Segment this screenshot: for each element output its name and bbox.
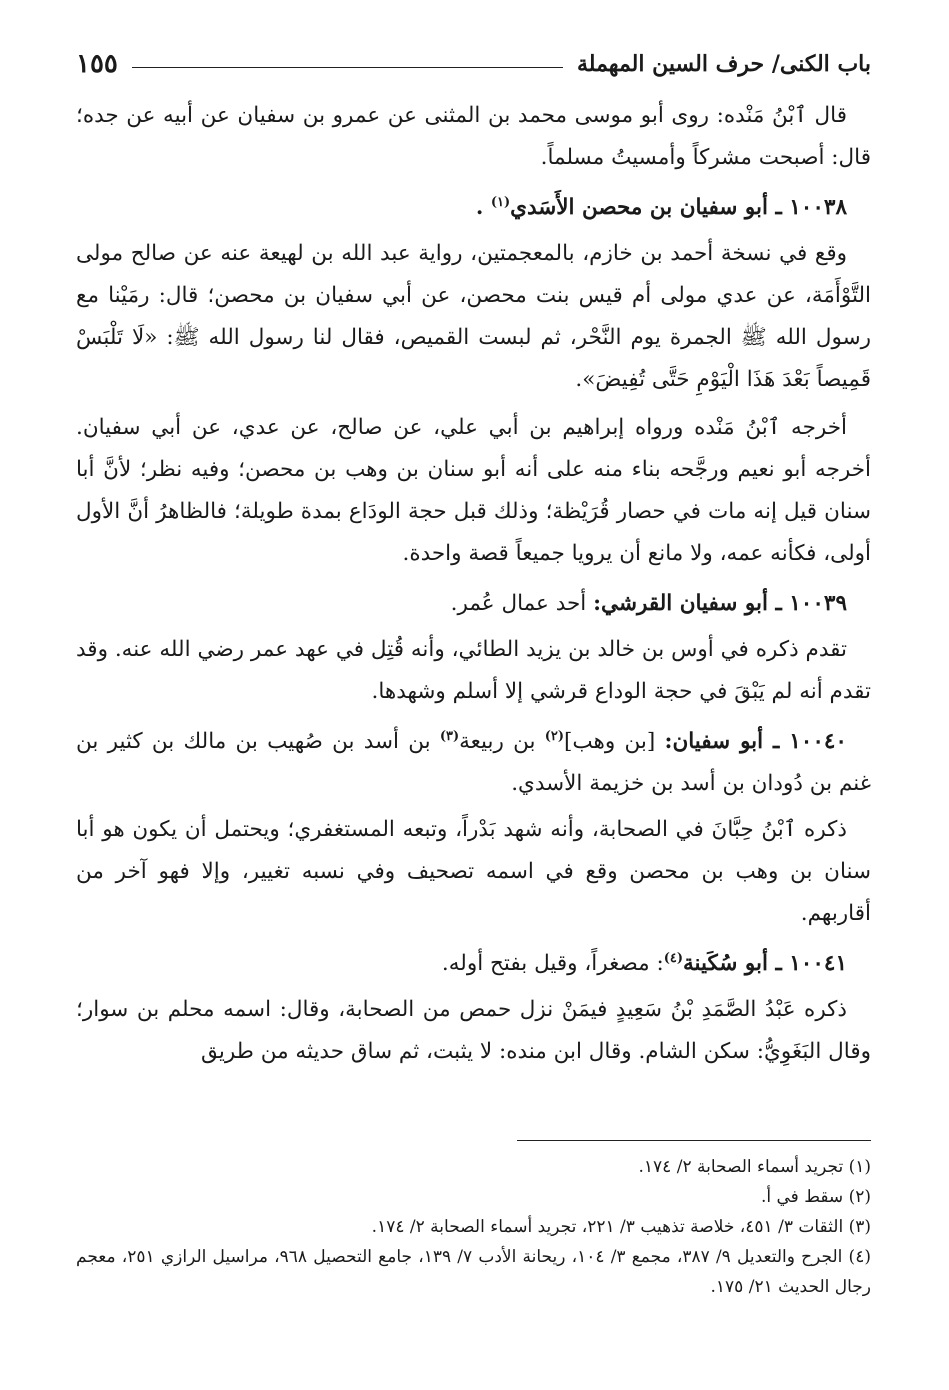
- entry-heading: [76, 943, 871, 985]
- footnote-ref: (٤): [663, 950, 684, 966]
- paragraph: وقع في نسخة أحمد بن خازم، بالمعجمتين، رواية عبد الله بن لهيعة عنه عن صالح مولى التَّوْأَمَة، عن عدي مولى أم قيس بنت محصن، عن أبي سفيان بن محصن؛ قال: رمَيْنا مع رسول الله ﷺ الجمرة يوم النَّحْر، ثم لبست القميص، فقال لنا رسول الله ﷺ: «لَا تَلْبَسْ قَمِيصاً بَعْدَ هَذَا الْيَوْمِ حَتَّى تُفِيضَ».: [76, 241, 871, 392]
- footnote: (١) تجريد أسماء الصحابة ٢/ ١٧٤.: [638, 1157, 871, 1177]
- entry-description: : مصغراً، وقيل بفتح أوله.: [441, 951, 664, 976]
- footnote: (٣) الثقات ٣/ ٤٥١، خلاصة تذهيب ٣/ ٢٢١، تجريد أسماء الصحابة ٢/ ١٧٤.: [371, 1217, 871, 1237]
- entry-description: بن أسد بن صُهيب بن مالك بن كثير بن غنم بن دُودان بن أسد بن خزيمة الأسدي.: [76, 729, 871, 796]
- footnotes: [76, 1152, 871, 1302]
- chapter-title: باب الكنى/ حرف السين المهملة: [577, 51, 871, 77]
- entry-description: [بن وهب]: [564, 729, 665, 754]
- entry-title: ١٠٠٤١ ـ أبو سُكَينة: [683, 951, 847, 976]
- entry-description: أحد عمال عُمر.: [450, 591, 594, 616]
- paragraph: ذكره عَبْدُ الصَّمَدِ بْنُ سَعِيدٍ فيمَنْ نزل حمص من الصحابة، وقال: اسمه محلم بن سوار؛ وقال البَغَوِيُّ: سكن الشام. وقال ابن منده: لا يثبت، ثم ساق حديثه من طريق: [76, 997, 871, 1064]
- footnote-ref: (٣): [439, 728, 460, 744]
- main-text: [76, 95, 871, 1073]
- page-number: ١٥٥: [76, 49, 118, 79]
- footnote-ref: (٢): [544, 728, 565, 744]
- entry-heading: [76, 583, 871, 625]
- footnote-rule: [517, 1140, 871, 1141]
- entry-title: ١٠٠٤٠ ـ أبو سفيان:: [664, 729, 847, 754]
- paragraph: تقدم ذكره في أوس بن خالد بن يزيد الطائي، وأنه قُتِل في عهد عمر رضي الله عنه. وقد تقدم أنه لم يَبْقَ في حجة الوداع قرشي إلا أسلم وشهدها.: [76, 637, 871, 704]
- paragraph: قال ٱبْنُ مَنْده: روى أبو موسى محمد بن المثنى عن عمرو بن سفيان عن أبيه عن جده؛ قال: أصبحت مشركاً وأمسيتُ مسلماً.: [76, 103, 871, 170]
- footnote: (٢) سقط في أ.: [760, 1187, 871, 1207]
- footnote-ref: (١): [490, 194, 511, 210]
- entry-heading: [76, 721, 871, 805]
- entry-title: ١٠٠٣٩ ـ أبو سفيان القرشي:: [593, 591, 847, 616]
- paragraph: ذكره ٱبْنُ حِبَّانَ في الصحابة، وأنه شهد بَدْراً، وتبعه المستغفري؛ ويحتمل أن يكون هو أبا سنان بن وهب بن محصن وقع في اسمه تصحيف وفي نسبه تغيير، وإلا فهو آخر من أقاربهم.: [76, 817, 871, 926]
- footnote: (٤) الجرح والتعديل ٩/ ٣٨٧، مجمع ٣/ ١٠٤، ريحانة الأدب ٧/ ١٣٩، جامع التحصيل ٩٦٨، مراسيل الرازي ٢٥١، معجم رجال الحديث ٢١/ ١٧٥.: [76, 1247, 871, 1297]
- running-header: [76, 44, 871, 84]
- entry-tail: .: [475, 195, 491, 220]
- paragraph: أخرجه ٱبْنُ مَنْده ورواه إبراهيم بن أبي علي، عن صالح، عن عدي، عن أبي سفيان. أخرجه أبو نعيم ورجَّحه بناء منه على أنه أبو سنان بن وهب بن محصن؛ وفيه نظر؛ لأنَّ أبا سنان قيل إنه مات في حصار قُرَيْظة؛ وذلك قبل حجة الودَاع بمدة طويلة؛ فالظاهرُ أنَّ الأول أولى، فكأنه عمه، ولا مانع أن يرويا جميعاً قصة واحدة.: [76, 415, 871, 566]
- entry-heading: [76, 187, 871, 229]
- entry-title: ١٠٠٣٨ ـ أبو سفيان بن محصن الأَسَدي: [510, 195, 847, 220]
- entry-description: بن ربيعة: [459, 729, 545, 754]
- header-rule: [132, 67, 563, 68]
